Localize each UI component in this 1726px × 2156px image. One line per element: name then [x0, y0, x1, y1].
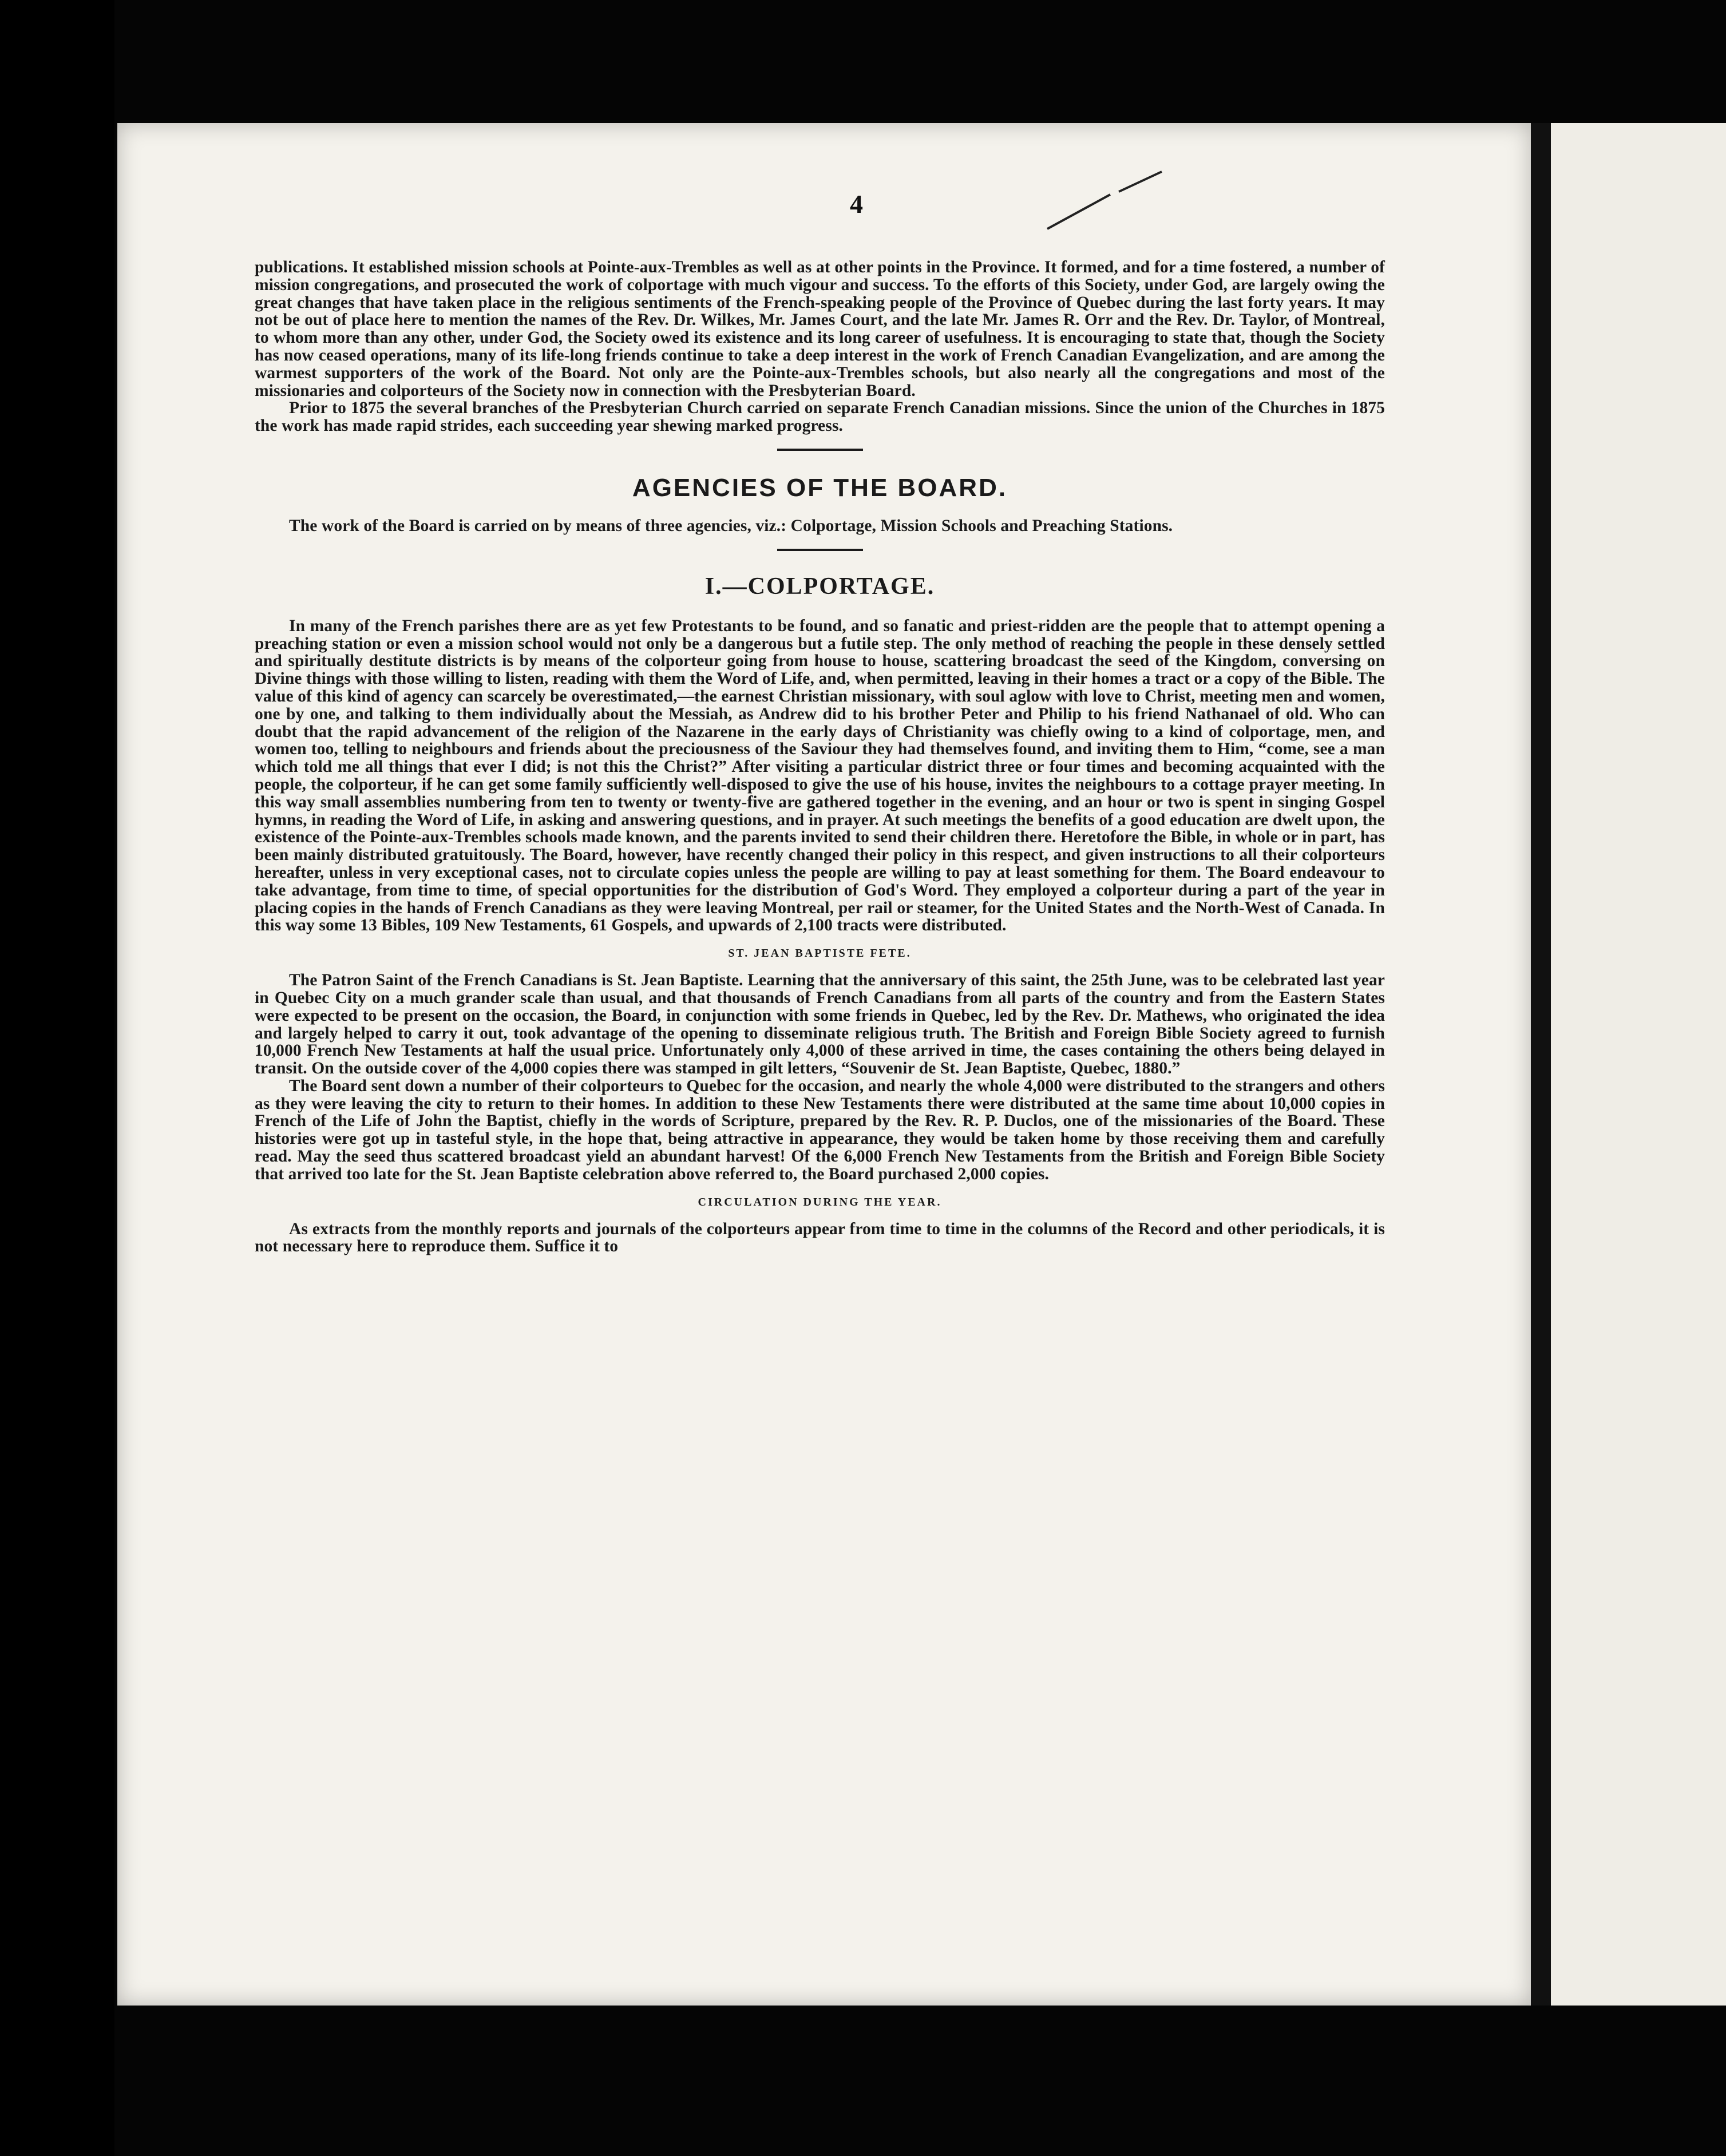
section-divider	[777, 549, 863, 551]
st-jean-paragraph-1: The Patron Saint of the French Canadians is St. Jean Baptiste. Learning that the anniversary of this saint, the 25th June, was to be celebrated last year in Quebec City on a much grander scale than usual, and that thousands of French Canadians from all parts of the country and from the Eastern States were expected to be present on the occasion, the Board, in conjunction with some friends in Quebec, led by the Rev. Dr. Mathews, who originated the idea and largely helped to carry it out, took advantage of the opening to disseminate religious truth. The British and Foreign Bible Society agreed to furnish 10,000 French New Testaments at half the usual price. Unfortunately only 4,000 of these arrived in time, the cases containing the others being delayed in transit. On the outside cover of the 4,000 copies there was stamped in gilt letters, “Souvenir de St. Jean Baptiste, Quebec, 1880.”	[255, 971, 1385, 1078]
document-body	[255, 189, 1385, 1255]
intro-paragraph-prior: Prior to 1875 the several branches of the Presbyterian Church carried on separate French Canadian missions. Since the union of the Churches in 1875 the work has made rapid strides, each succeeding year shewing marked progress.	[255, 399, 1385, 435]
circulation-paragraph: As extracts from the monthly reports and journals of the colporteurs appear from time to time in the columns of the Record and other periodicals, it is not necessary here to reproduce them. Suffice it to	[255, 1219, 1385, 1256]
adjacent-page-edge	[1551, 123, 1726, 2006]
st-jean-paragraph-2: The Board sent down a number of their colporteurs to Quebec for the occasion, and nearly the whole 4,000 were distributed to the strangers and others as they were leaving the city to return to their homes. In addition to these New Testaments there were distributed at the same time about 10,000 copies in French of the Life of John the Baptist, chiefly in the words of Scripture, prepared by the Rev. R. P. Duclos, one of the missionaries of the Board. These histories were got up in tasteful style, in the hope that, being attractive in appearance, they would be taken home by those receiving them and carefully read. May the seed thus scattered broadcast yield an abundant harvest! Of the 6,000 French New Testaments from the British and Foreign Bible Society that arrived too late for the St. Jean Baptiste celebration above referred to, the Board purchased 2,000 copies.	[255, 1076, 1385, 1183]
scan-border	[0, 0, 114, 2156]
subheading-circulation: CIRCULATION DURING THE YEAR.	[698, 1195, 942, 1208]
page-gutter	[1531, 123, 1551, 2006]
section-divider	[777, 449, 863, 451]
agencies-paragraph: The work of the Board is carried on by means of three agencies, viz.: Colportage, Mission Schools and Preaching Stations.	[289, 516, 1173, 535]
section-title-agencies: AGENCIES OF THE BOARD.	[632, 473, 1008, 502]
colportage-paragraph: In many of the French parishes there are as yet few Protestants to be found, and so fanatic and priest-ridden are the people that to attempt opening a preaching station or even a mission school would not only be a dangerous but a futile step. The only method of reaching the people in these densely settled and spiritually destitute districts is by means of the colporteur going from house to house, scattering broadcast the seed of the Kingdom, conversing on Divine things with those willing to listen, reading with them the Word of Life, and, when permitted, leaving in their homes a tract or a copy of the Bible. The value of this kind of agency can scarcely be overestimated,—the earnest Christian missionary, with soul aglow with love to Christ, meeting men and women, one by one, and talking to them individually about the Messiah, as Andrew did to his brother Peter and Philip to his friend Nathanael of old. Who can doubt that the rapid advancement of the religion of the Nazarene in the early days of Christianity was chiefly owing to a kind of colportage, men, and women too, telling to neighbours and friends about the preciousness of the Saviour they had themselves found, and inviting them to Him, “come, see a man which told me all things that ever I did; is not this the Christ?” After visiting a particular district three or four times and becoming acquainted with the people, the colporteur, if he can get some family sufficiently well-disposed to give the use of his house, invites the neighbours to a cottage prayer meeting. In this way small assemblies numbering from ten to twenty or twenty-five are gathered together in the evening, and an hour or two is spent in singing Gospel hymns, in reading the Word of Life, in asking and answering questions, and in prayer. At such meetings the benefits of a good education are dwelt upon, the existence of the Pointe-aux-Trembles schools made known, and the parents invited to send their children there. Heretofore the Bible, in whole or in part, has been mainly distributed gratuitously. The Board, however, have recently changed their policy in this respect, and given instructions to all their colporteurs hereafter, unless in very exceptional cases, not to circulate copies unless the people are willing to pay at least something for them. The Board endeavour to take advantage, from time to time, of special opportunities for the distribution of God's Word. They employed a colporteur during a part of the year in placing copies in the hands of French Canadians as they were leaving Montreal, per rail or steamer, for the United States and the North-West of Canada. In this way some 13 Bibles, 109 New Testaments, 61 Gospels, and upwards of 2,100 tracts were distributed.	[255, 616, 1385, 935]
intro-paragraph: publications. It established mission schools at Pointe-aux-Trembles as well as at other points in the Province. It formed, and for a time fostered, a number of mission congregations, and prosecuted the work of colportage with much vigour and success. To the efforts of this Society, under God, are largely owing the great changes that have taken place in the religious sentiments of the French-speaking people of the Province of Quebec during the last forty years. It may not be out of place here to mention the names of the Rev. Dr. Wilkes, Mr. James Court, and the late Mr. James R. Orr and the Rev. Dr. Taylor, of Montreal, to whom more than any other, under God, the Society owed its existence and its long career of usefulness. It is encouraging to state that, though the Society has now ceased operations, many of its life-long friends continue to take a deep interest in the work of French Canadian Evangelization, and are among the warmest supporters of the work of the Board. Not only are the Pointe-aux-Trembles schools, but also nearly all the congregations and most of the missionaries and colporteurs of the Society now in connection with the Presbyterian Board.	[255, 258, 1385, 400]
pen-mark-scribble	[1042, 166, 1225, 235]
section-title-colportage: I.—COLPORTAGE.	[704, 573, 935, 600]
page-number: 4	[850, 189, 863, 219]
subheading-st-jean: ST. JEAN BAPTISTE FETE.	[728, 947, 912, 960]
